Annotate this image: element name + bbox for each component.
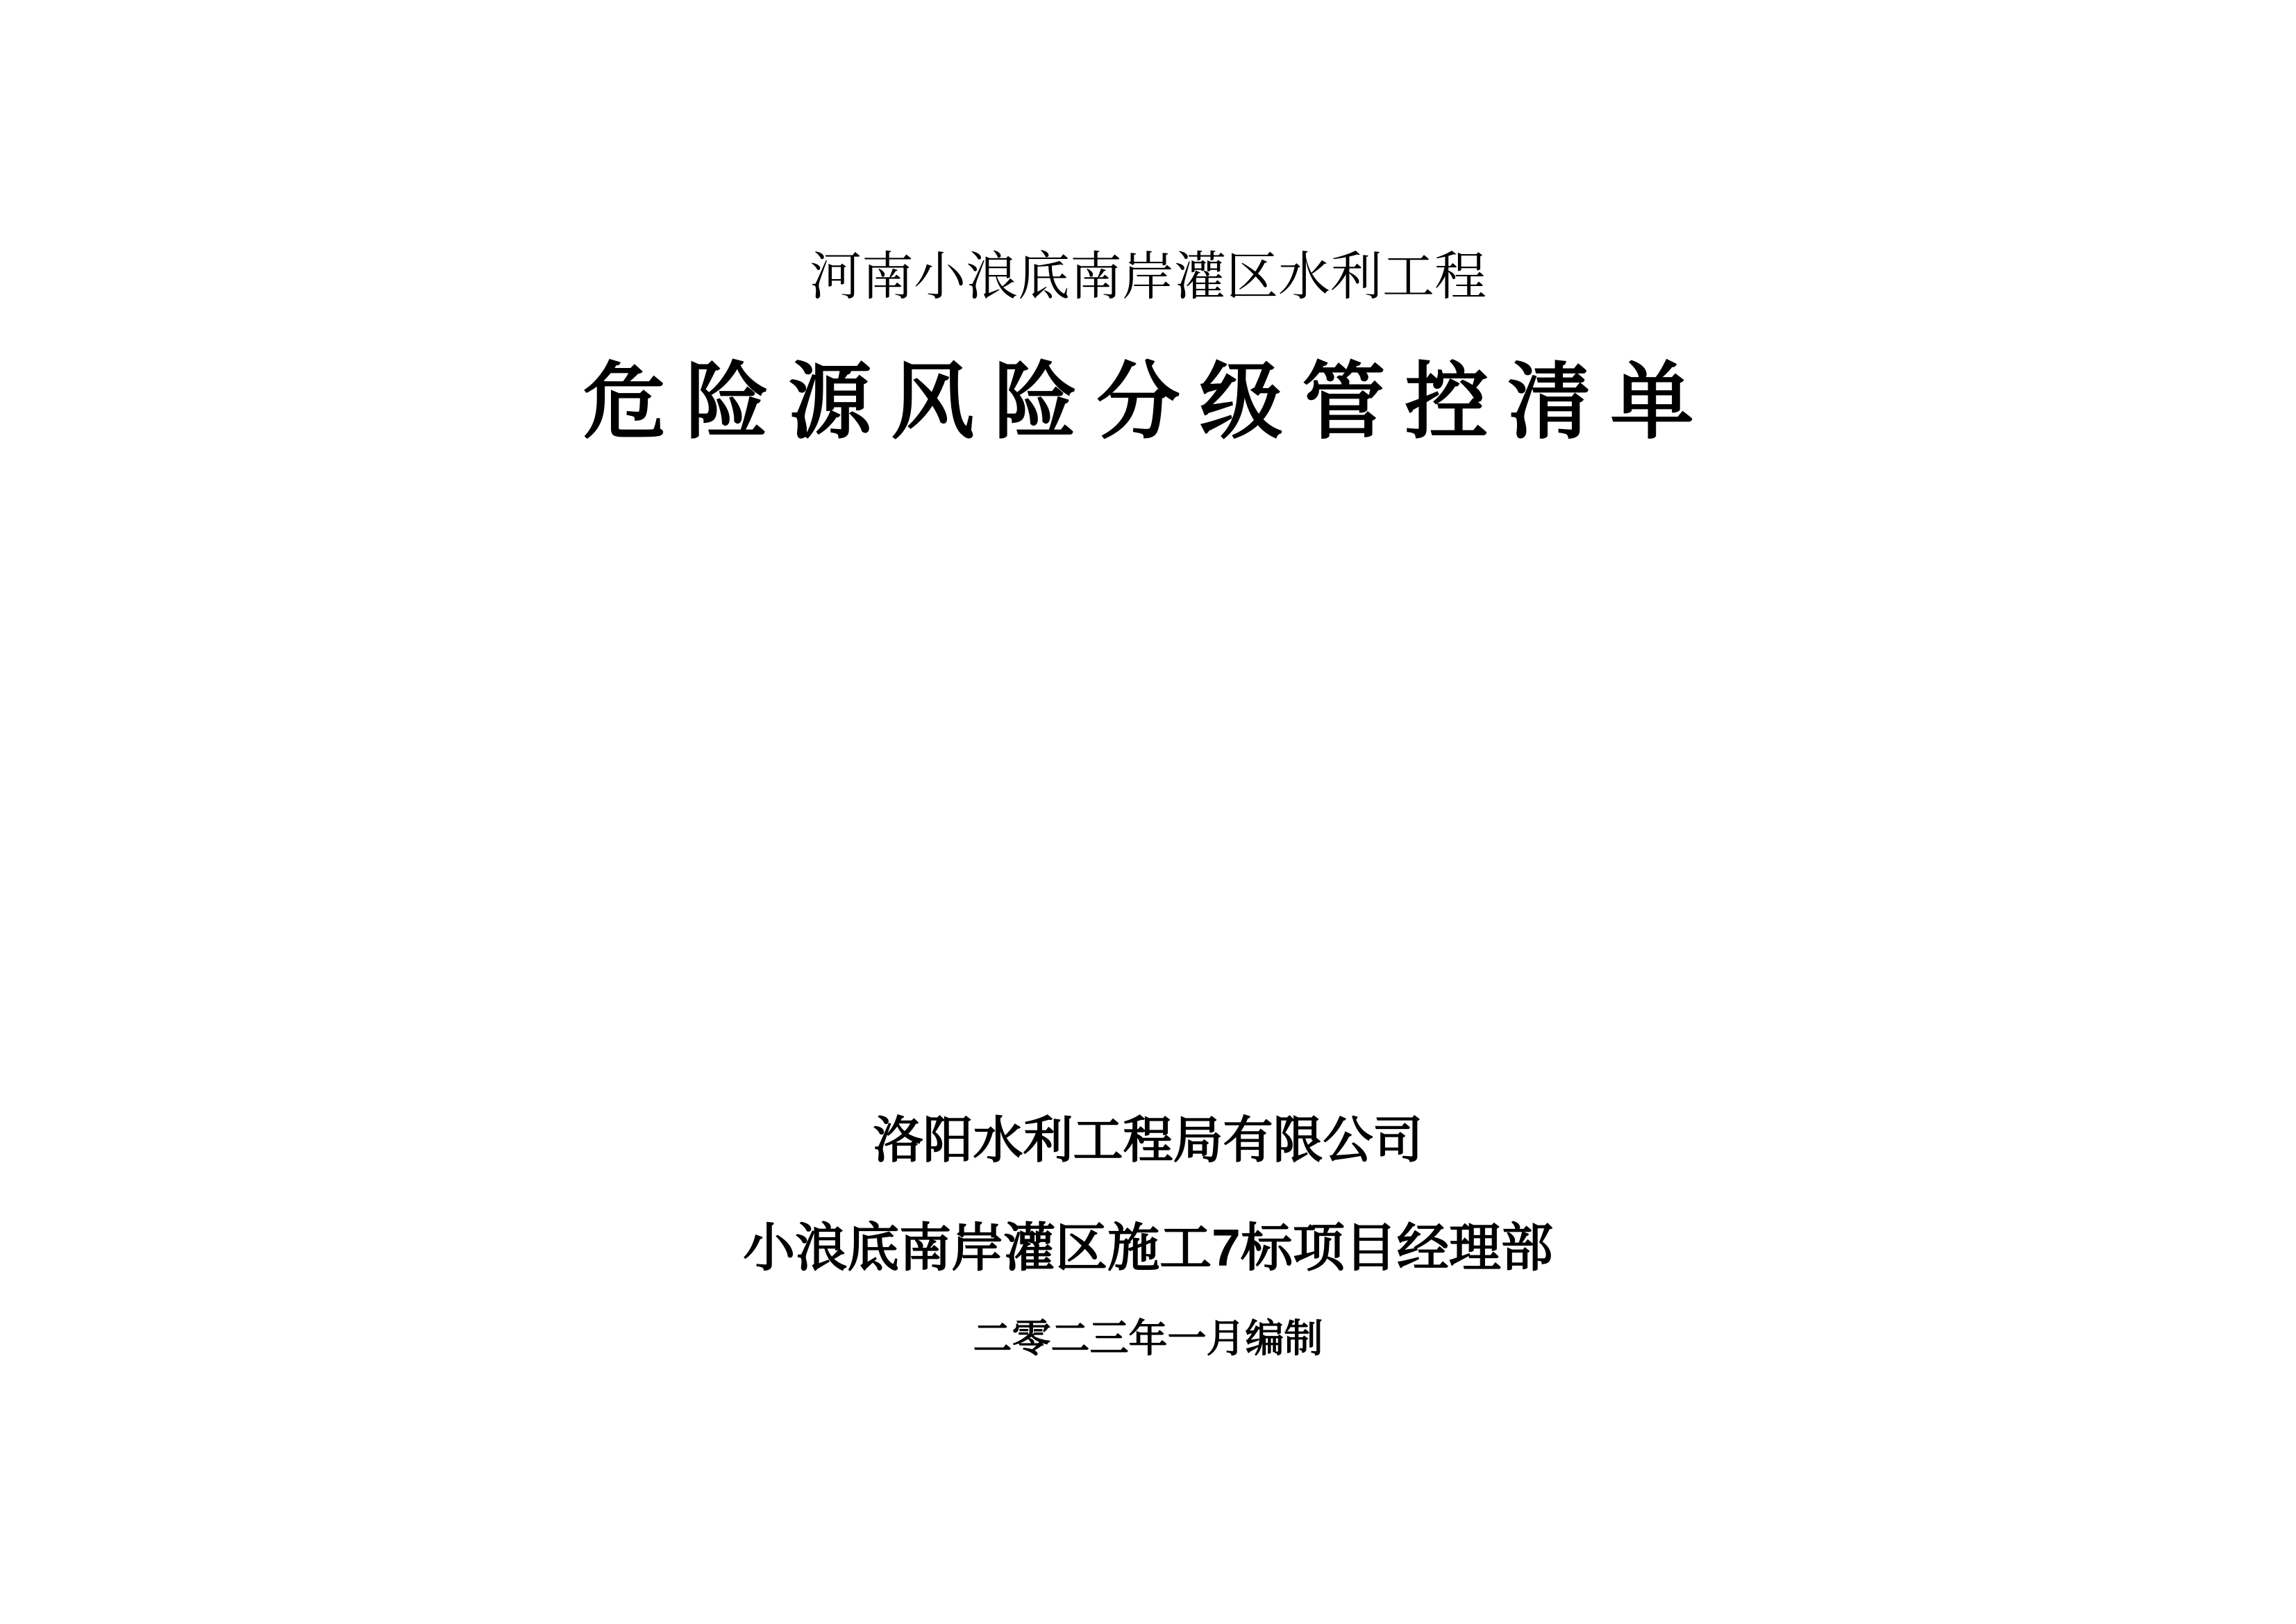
compile-date: 二零二三年一月编制 bbox=[973, 1316, 1323, 1360]
project-name: 河南小浪底南岸灌区水利工程 bbox=[809, 249, 1486, 306]
department-name: 小浪底南岸灌区施工7标项目经理部 bbox=[743, 1219, 1553, 1277]
document-title: 危险源风险分级管控清单 bbox=[583, 356, 1713, 449]
company-name: 洛阳水利工程局有限公司 bbox=[873, 1113, 1423, 1169]
